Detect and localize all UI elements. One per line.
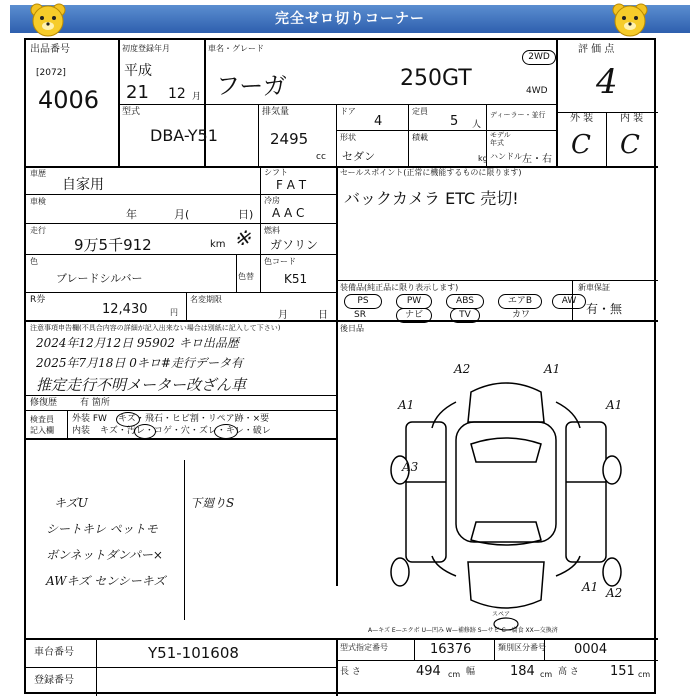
recycle-label: R券 xyxy=(30,295,46,305)
length-value: 494 xyxy=(416,664,441,679)
inspection-year-unit: 年 xyxy=(126,208,137,221)
usage-label: 車歴 xyxy=(30,169,46,178)
equip-sr: SR xyxy=(354,310,366,320)
recycle-unit: 円 xyxy=(170,308,178,317)
car-name: フーガ xyxy=(216,72,287,100)
remark-3: ボンネットダンパー× xyxy=(46,548,163,562)
banner-title: 完全ゼロ切りコーナー xyxy=(275,11,425,27)
doors-value: 4 xyxy=(374,114,383,129)
int-label: 内 装 xyxy=(620,113,644,124)
mark-a1-top: A1 xyxy=(544,362,561,376)
usage-value: 自家用 xyxy=(62,177,104,193)
color-value: ブレードシルバー xyxy=(56,272,143,285)
handle-value: 左・右 xyxy=(522,154,552,165)
width-unit: cm xyxy=(540,670,553,679)
reg-date-label: 初度登録年月 xyxy=(122,44,170,53)
sales-value: バックカメラ ETC 売切! xyxy=(344,189,519,208)
equip-pw: PW xyxy=(396,294,432,309)
inspector-label: 検査員 記入欄 xyxy=(30,415,54,435)
remark-1: キズU xyxy=(54,496,88,510)
title-banner xyxy=(10,5,690,33)
equip-ps: PS xyxy=(344,294,382,309)
mileage-value: 9万5千912 xyxy=(74,236,152,254)
aircon-label: 冷房 xyxy=(264,196,280,205)
displacement-label: 排気量 xyxy=(262,107,290,117)
notes-line1: 2024年12月12日 95902 キロ出品歴 xyxy=(36,336,239,350)
class-number-label: 類別区分番号 xyxy=(498,643,546,652)
model-year-label: モデル 年式 xyxy=(490,131,511,147)
mascot-bear-icon-right xyxy=(610,2,650,40)
circle-yogore xyxy=(134,424,156,439)
equip-abs: ABS xyxy=(446,294,484,309)
dealer-label: ディーラー・並行 xyxy=(490,111,546,119)
chassis-value: Y51-101608 xyxy=(148,644,239,662)
mark-a2-top: A2 xyxy=(454,362,471,376)
remark-right: 下廻りS xyxy=(190,496,235,510)
ext-label: 外 装 xyxy=(570,113,594,124)
grade-score: 4 xyxy=(596,62,618,102)
car-label: 車名・グレード xyxy=(208,44,264,53)
displacement-unit: cc xyxy=(316,152,326,162)
recycle-new-value: 有・無 xyxy=(586,302,623,316)
notes-label: 注意事項申告欄(不具合内容の詳細が記入出来ない場合は別紙に記入して下さい) xyxy=(30,324,281,332)
ext-grade: C xyxy=(571,130,591,160)
length-unit: cm xyxy=(448,670,461,679)
mileage-label: 走行 xyxy=(30,226,46,235)
capacity-label: 定員 xyxy=(412,107,428,116)
damage-legend: A—キズ E—エクボ U—凹み W—補修跡 S—サビ C—腐食 XX—交換済 xyxy=(368,627,558,634)
lot-sub: [2072] xyxy=(36,68,66,78)
drive-2wd: 2WD xyxy=(522,50,556,65)
height-label: 高 さ xyxy=(558,667,579,677)
shift-value: F A T xyxy=(276,178,307,192)
transfer-label: 名変期限 xyxy=(190,295,222,304)
inspection-day-unit: 日) xyxy=(238,208,254,221)
sales-label: セールスポイント(正常に機能するものに限ります) xyxy=(340,168,522,177)
handle-label: ハンドル xyxy=(490,152,522,161)
int-grade: C xyxy=(620,130,640,160)
color-change-label: 色替 xyxy=(238,272,254,281)
repair-value: 有 箇所 xyxy=(80,398,110,408)
recycle-value: 12,430 xyxy=(102,302,148,317)
inspection-month-unit: 月( xyxy=(174,208,190,221)
mark-a2-rear: A2 xyxy=(606,586,623,600)
mark-a3: A3 xyxy=(402,460,419,474)
mascot-bear-icon xyxy=(28,2,68,40)
doors-label: ドア xyxy=(340,107,356,116)
color-code-label: 色コード xyxy=(264,257,296,266)
remark-2: シートキレ ペットモ xyxy=(46,522,158,536)
width-label: 幅 xyxy=(466,667,476,677)
model-label: 型式 xyxy=(122,107,141,117)
displacement-value: 2495 xyxy=(270,130,309,148)
lot-number: 4006 xyxy=(38,86,100,114)
load-label: 積載 xyxy=(412,133,428,142)
reg-era: 平成 xyxy=(124,63,152,79)
width-value: 184 xyxy=(510,664,535,679)
inspection-label: 車検 xyxy=(30,197,46,206)
body-label: 形状 xyxy=(340,133,356,142)
shift-label: シフト xyxy=(264,168,288,177)
height-value: 151 xyxy=(610,664,635,679)
circle-kizu-ext xyxy=(116,412,140,427)
class-number-value: 0004 xyxy=(574,642,608,657)
notes-line2: 2025年7月18日 0キロ#走行データ有 xyxy=(36,356,243,370)
equip-leather: カワ xyxy=(512,310,531,320)
inspector-row2: キズ・汚レ・コゲ・穴・ズレ・キレ・破レ xyxy=(100,426,271,436)
remark-4: AWキズ センシーキズ xyxy=(46,574,166,588)
inspector-row1: キズ・飛石・ヒビ割・リペア跡・×要 xyxy=(118,414,270,424)
aircon-value: A A C xyxy=(272,206,305,220)
spare-label: スペア xyxy=(492,611,511,618)
car-grade: 250GT xyxy=(400,66,472,91)
transfer-month-unit: 月 xyxy=(278,310,288,321)
equip-airbag: エアB xyxy=(498,294,542,309)
type-number-value: 16376 xyxy=(430,642,472,657)
type-number-label: 型式指定番号 xyxy=(340,643,388,652)
body-value: セダン xyxy=(342,150,376,163)
grade-label: 評 価 点 xyxy=(578,44,615,55)
auction-sheet xyxy=(24,38,656,694)
circle-zure xyxy=(214,424,238,439)
reg-year: 21 xyxy=(126,82,149,103)
load-unit: kg xyxy=(478,154,488,163)
repair-label: 修復歴 xyxy=(30,398,58,408)
lot-label: 出品番号 xyxy=(30,44,70,55)
mark-a1-right: A1 xyxy=(606,398,623,412)
height-unit: cm xyxy=(638,670,651,679)
chassis-label: 車台番号 xyxy=(34,647,74,658)
model-value: DBA-Y51 xyxy=(150,126,218,145)
transfer-day-unit: 日 xyxy=(318,310,328,321)
length-label: 長 さ xyxy=(340,667,361,677)
reg-month: 12 xyxy=(168,86,186,102)
fuel-label: 燃料 xyxy=(264,226,280,235)
capacity-value: 5 xyxy=(450,114,459,129)
reg-month-unit: 月 xyxy=(192,92,202,102)
inspector-row1-prefix: 外装 FW xyxy=(72,414,107,424)
color-label: 色 xyxy=(30,257,38,266)
equip-aw: AW xyxy=(552,294,586,309)
capacity-unit: 人 xyxy=(472,120,482,130)
drive-4wd: 4WD xyxy=(526,86,548,96)
equip-navi: ナビ xyxy=(396,308,432,323)
inspector-row2-prefix: 内装 xyxy=(72,426,91,436)
mark-a1-left: A1 xyxy=(398,398,415,412)
fuel-value: ガソリン xyxy=(270,238,319,252)
equip-tv: TV xyxy=(450,308,480,323)
mark-a1-rear: A1 xyxy=(582,580,599,594)
notes-line3: 推定走行不明メーター改ざん車 xyxy=(36,376,247,394)
recycle-new-label: 新車保証 xyxy=(578,283,610,292)
plate-label: 登録番号 xyxy=(34,675,74,686)
after-label: 後日品 xyxy=(340,324,364,333)
mileage-mark: ※ xyxy=(234,226,251,250)
color-code-value: K51 xyxy=(284,272,308,286)
mileage-unit: km xyxy=(210,239,226,250)
equipment-label: 装備品(純正品に限り表示します) xyxy=(340,283,459,292)
